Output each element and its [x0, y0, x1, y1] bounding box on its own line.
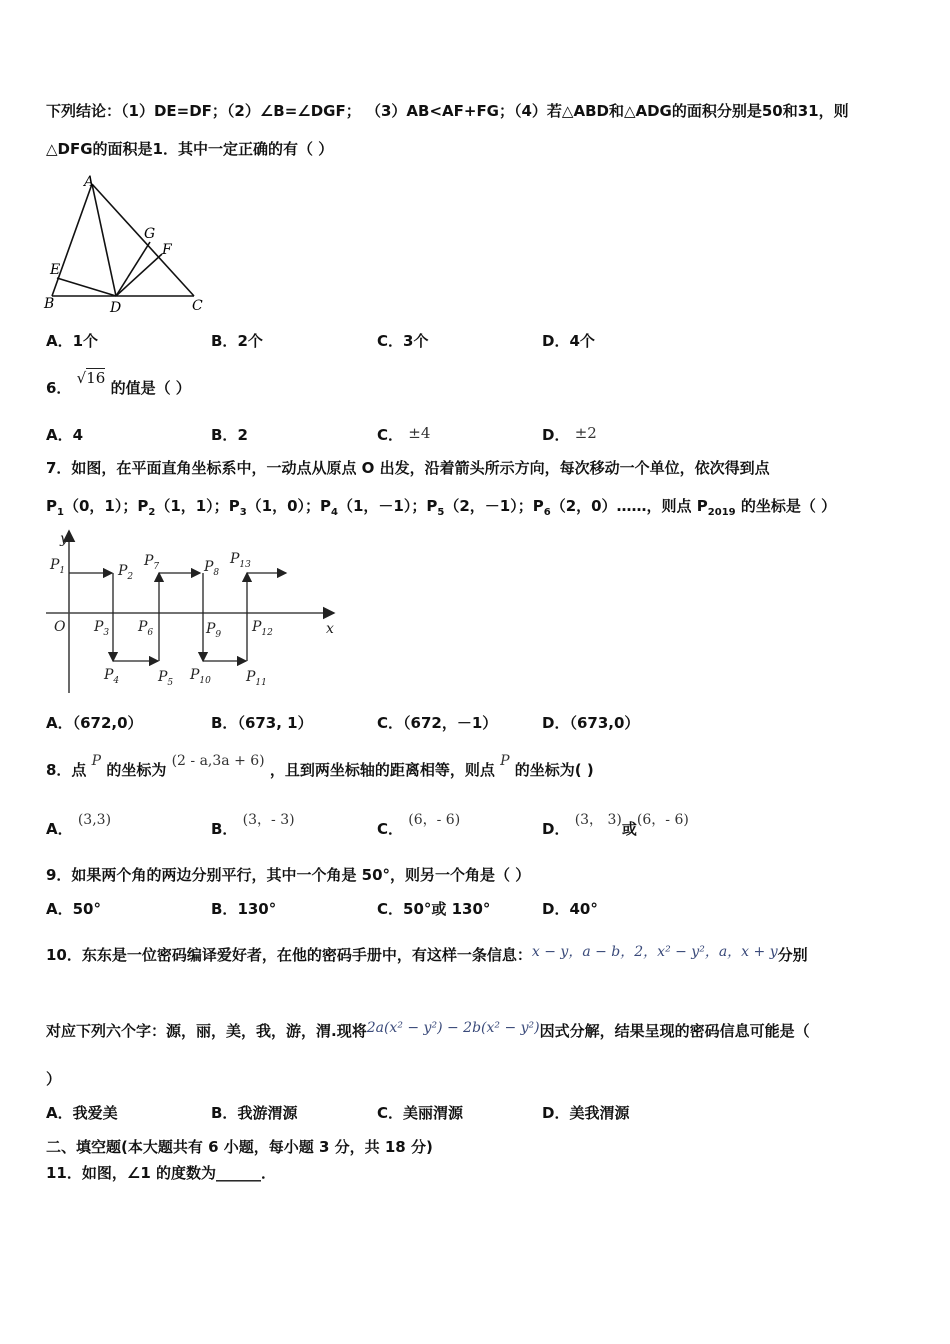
label-c: C: [192, 298, 203, 314]
q6-option-a[interactable]: A．4: [46, 426, 84, 444]
q9-option-c[interactable]: C．50°或 130°: [377, 900, 491, 918]
q5-option-c[interactable]: C．3个: [377, 332, 429, 350]
label-f: F: [162, 242, 172, 258]
q5-triangle-figure: [40, 170, 220, 320]
q9-option-d[interactable]: D．40°: [542, 900, 598, 918]
q8-option-b[interactable]: B． (3，- 3): [211, 812, 295, 838]
q7-option-c[interactable]: C．（672，－1）: [377, 714, 498, 732]
label-p13: $P_{13}$: [230, 551, 251, 570]
q5-statement-line2: △DFG的面积是1．其中一定正确的有（ ）: [46, 140, 334, 158]
q7-stem-line2: $P_1(0$，1）；$P_2(1$，1）；$P_3(1$，0）；$P_4(1$，－1）；$P_5(2$，－1）；$P_6(2$，0）……，则点 $P_{2019}$ 的坐标是（ ）: [46, 497, 837, 518]
q5-option-b[interactable]: B．2个: [211, 332, 263, 350]
label-p11: $P_{11}$: [246, 669, 267, 688]
segment-ad: [92, 184, 116, 296]
q8-option-d[interactable]: D． (3， 3)或(6，- 6): [542, 812, 689, 838]
q6-option-d[interactable]: D． ±2: [542, 424, 597, 444]
axis-y-label: y: [60, 531, 68, 547]
q10-stem-line3: ）: [46, 1070, 62, 1088]
label-e: E: [50, 262, 61, 278]
segment-de: [57, 278, 116, 296]
q7-option-d[interactable]: D．（673,0）: [542, 714, 640, 732]
sqrt-16: √16: [76, 369, 106, 387]
q7-option-b[interactable]: B．（673, 1）: [211, 714, 313, 732]
q5-statement-line1: 下列结论：（1）DE=DF；（2）∠B=∠DGF； （3）AB<AF+FG；（4）若△ABD和△ADG的面积分别是50和31，则: [46, 102, 849, 120]
section-heading-fill-in: 二、填空题(本大题共有 6 小题，每小题 3 分，共 18 分): [46, 1138, 433, 1156]
label-p7: $P_7$: [144, 553, 160, 572]
segment-ab: [52, 184, 92, 296]
origin-label: O: [54, 619, 66, 635]
q5-option-a[interactable]: A．1个: [46, 332, 99, 350]
label-p8: $P_8$: [204, 559, 220, 578]
label-p5: $P_5$: [158, 669, 174, 688]
q10-stem-line1: 10．东东是一位密码编译爱好者，在他的密码手册中，有这样一条信息：x − y，a − b，2，x² − y²，a，x + y分别: [46, 944, 808, 964]
label-p10: $P_{10}$: [190, 667, 211, 686]
label-p9: $P_9$: [206, 621, 222, 640]
axis-x-label: x: [326, 621, 334, 637]
q8-stem: 8．点 P 的坐标为 (2 - a,3a + 6) ，且到两坐标轴的距离相等，则点 P 的坐标为( ): [46, 753, 594, 779]
segment-ac: [92, 184, 194, 296]
label-p3: $P_3$: [94, 619, 110, 638]
label-p12: $P_{12}$: [252, 619, 273, 638]
q6-stem: 6． √16 的值是（ ）: [46, 369, 191, 397]
q7-option-a[interactable]: A．（672,0）: [46, 714, 143, 732]
q10-option-d[interactable]: D．美我渭源: [542, 1104, 630, 1122]
q9-option-a[interactable]: A．50°: [46, 900, 101, 918]
label-p2: $P_2$: [118, 563, 134, 582]
q8-option-a[interactable]: A． (3,3): [46, 812, 112, 838]
label-a: A: [84, 174, 95, 190]
label-p1: $P_1$: [50, 557, 66, 576]
q10-option-c[interactable]: C．美丽渭源: [377, 1104, 464, 1122]
q6-option-c[interactable]: C． ±4: [377, 424, 431, 444]
q7-stem-line1: 7．如图，在平面直角坐标系中，一动点从原点 O 出发，沿着箭头所示方向，每次移动一个单位，依次得到点: [46, 459, 770, 477]
label-p6: $P_6$: [138, 619, 154, 638]
q7-coordinate-figure: [40, 525, 350, 700]
q9-option-b[interactable]: B．130°: [211, 900, 277, 918]
q5-option-d[interactable]: D．4个: [542, 332, 595, 350]
label-g: G: [144, 226, 156, 242]
q10-stem-line2: 对应下列六个字：源，丽，美，我，游，渭.现将2a(x² − y²) − 2b(x² − y²)因式分解，结果呈现的密码信息可能是（: [46, 1020, 810, 1040]
q10-option-b[interactable]: B．我游渭源: [211, 1104, 298, 1122]
q6-option-b[interactable]: B．2: [211, 426, 248, 444]
label-p4: $P_4$: [104, 667, 120, 686]
label-b: B: [44, 296, 55, 312]
q9-stem: 9．如果两个角的两边分别平行，其中一个角是 50°，则另一个角是（ ）: [46, 866, 531, 884]
label-d: D: [110, 300, 122, 316]
q8-option-c[interactable]: C． (6，- 6): [377, 812, 461, 838]
q11-stem: 11．如图，∠1 的度数为______．: [46, 1164, 276, 1182]
q10-option-a[interactable]: A．我爱美: [46, 1104, 118, 1122]
